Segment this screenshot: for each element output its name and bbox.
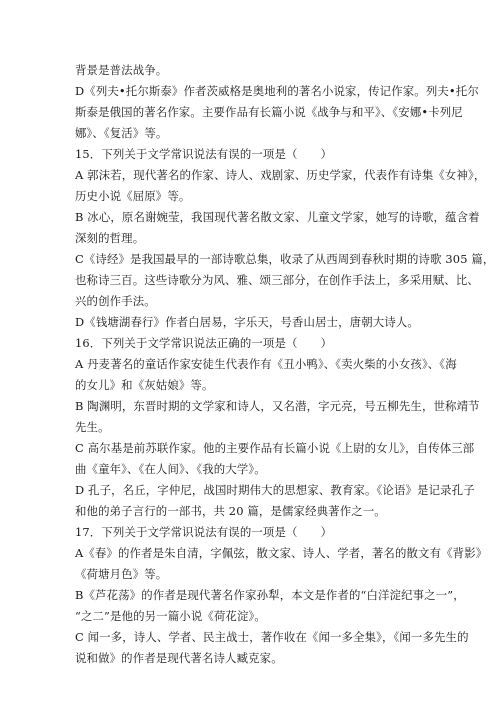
text-line: 背景是普法战争。 (75, 63, 168, 77)
text-line: C 闻一多，诗人、学者、民主战士，著作收在《闻一多全集》，《闻一多先生的 (75, 630, 469, 644)
text-line: 《荷塘月色》等。 (75, 567, 168, 581)
text-line: A 郭沫若，现代著名的作家、诗人、戏剧家、历史学家，代表作有诗集《女神》， (75, 168, 486, 182)
question-17-stem: 17．下列关于文学常识说法有误的一项是（ ） (75, 525, 333, 539)
text-line: B 陶渊明，东晋时期的文学家和诗人，又名潜，字元亮，号五柳先生，世称靖节 (75, 399, 480, 413)
text-line: B 冰心，原名谢婉莹，我国现代著名散文家、儿童文学家，她写的诗歌，蕴含着 (75, 210, 480, 224)
text-line: 的女儿》和《灰姑娘》等。 (75, 378, 214, 392)
text-line: B《芦花荡》的作者是现代著名作家孙犁，本文是作者的“白洋淀纪事之一”， (75, 588, 465, 602)
text-line: A 丹麦著名的童话作家安徒生代表作有《丑小鸭》、《卖火柴的小女孩》、《海 (75, 357, 457, 371)
text-line: 兴的创作手法。 (75, 294, 156, 308)
text-line: A《春》的作者是朱自清，字佩弦，散文家、诗人、学者，著名的散文有《背影》 (75, 546, 488, 560)
text-line: 深刻的哲理。 (75, 231, 145, 245)
text-line: 也称诗三百。这些诗歌分为风、雅、颂三部分，在创作手法上，多采用赋、比、 (75, 273, 479, 287)
text-line: 说和做》的作者是现代著名诗人臧克家。 (75, 651, 283, 665)
question-15-stem: 15．下列关于文学常识说法有误的一项是（ ） (75, 147, 333, 161)
text-line: 历史小说《屈原》等。 (75, 189, 191, 203)
text-line: C《诗经》是我国最早的一部诗歌总集，收录了从西周到春秋时期的诗歌 305 篇， (75, 252, 495, 266)
text-line: 和他的弟子言行的一部书，共 20 篇，是儒家经典著作之一。 (75, 504, 386, 518)
text-line: C 高尔基是前苏联作家。他的主要作品有长篇小说《上尉的女儿》，自传体三部 (75, 441, 475, 455)
question-16-stem: 16．下列关于文学常识说法正确的一项是（ ） (75, 336, 333, 350)
text-line: 先生。 (75, 420, 110, 434)
text-line: D《列夫•托尔斯泰》作者茨威格是奥地利的著名小说家，传记作家。列夫•托尔 (75, 84, 479, 98)
text-line: 曲《童年》、《在人间》、《我的大学》。 (75, 462, 266, 476)
text-line: D 孔子，名丘，字仲尼，战国时期伟大的思想家、教育家。《论语》是记录孔子 (75, 483, 475, 497)
text-line: 娜》、《复活》等。 (75, 126, 168, 140)
text-line: D《钱塘湖春行》作者白居易，字乐天，号香山居士，唐朝大诗人。 (75, 315, 419, 329)
text-line: 斯泰是俄国的著名作家。主要作品有长篇小说《战争与和平》、《安娜•卡列尼 (75, 105, 463, 119)
text-line: “之二”是他的另一篇小说《荷花淀》。 (75, 609, 266, 623)
